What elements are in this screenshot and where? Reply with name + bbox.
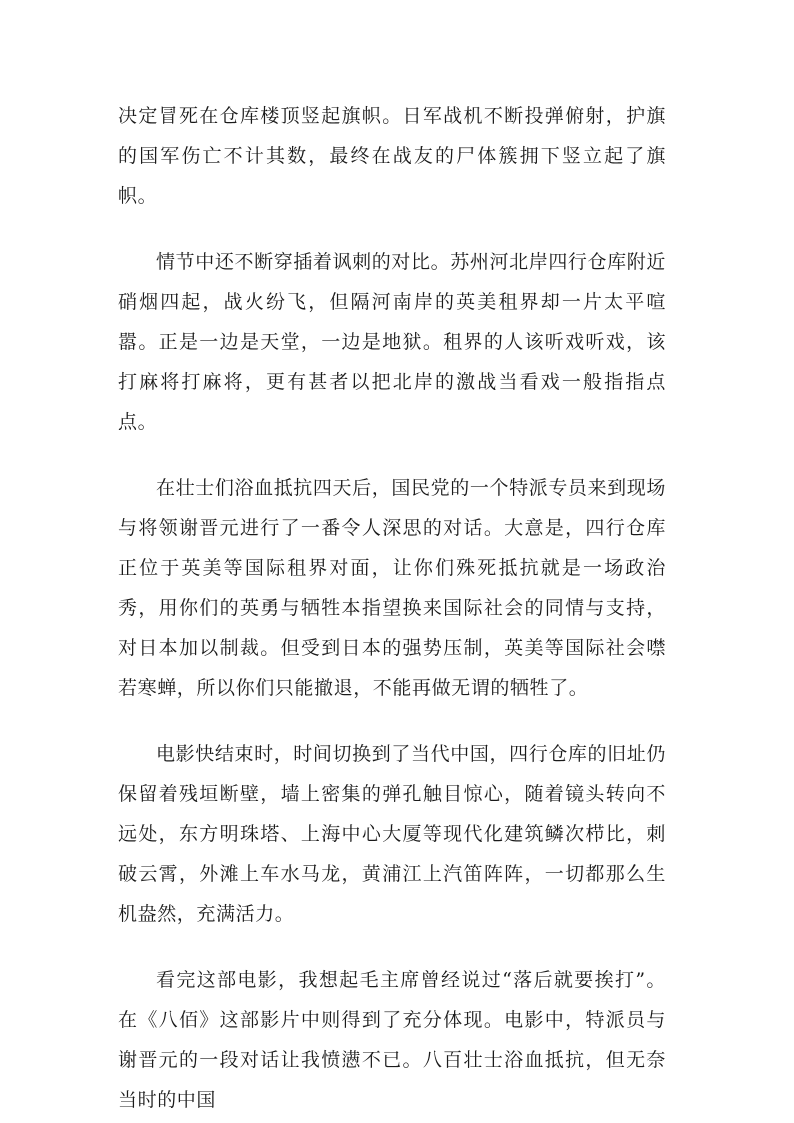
paragraph: 电影快结束时，时间切换到了当代中国，四行仓库的旧址仍保留着残垣断壁，墙上密集的弹孔触目惊心，随着镜头转向不远处，东方明珠塔、上海中心大厦等现代化建筑鳞次栉比，刺破云霄，外滩上车水马龙，黄浦江上汽笛阵阵，一切都那么生机盎然，充满活力。 [118, 743, 666, 925]
paragraph: 情节中还不断穿插着讽刺的对比。苏州河北岸四行仓库附近硝烟四起，战火纷飞，但隔河南岸的英美租界却一片太平喧嚣。正是一边是天堂，一边是地狱。租界的人该听戏听戏，该打麻将打麻将，更有甚者以把北岸的激战当看戏一般指指点点。 [118, 251, 666, 433]
paragraph: 在壮士们浴血抵抗四天后，国民党的一个特派专员来到现场与将领谢晋元进行了一番令人深思的对话。大意是，四行仓库正位于英美等国际租界对面，让你们殊死抵抗就是一场政治秀，用你们的英勇与牺牲本指望换来国际社会的同情与支持，对日本加以制裁。但受到日本的强势压制，英美等国际社会噤若寒蝉，所以你们只能撤退，不能再做无谓的牺牲了。 [118, 477, 666, 699]
paragraph: 决定冒死在仓库楼顶竖起旗帜。日军战机不断投弹俯射，护旗的国军伤亡不计其数，最终在战友的尸体簇拥下竖立起了旗帜。 [118, 105, 666, 207]
paragraph: 看完这部电影，我想起毛主席曾经说过“落后就要挨打”。在《八佰》这部影片中则得到了充分体现。电影中，特派员与谢晋元的一段对话让我愤懑不已。八百壮士浴血抵抗，但无奈当时的中国 [118, 969, 666, 1111]
document-body [118, 96, 666, 1120]
